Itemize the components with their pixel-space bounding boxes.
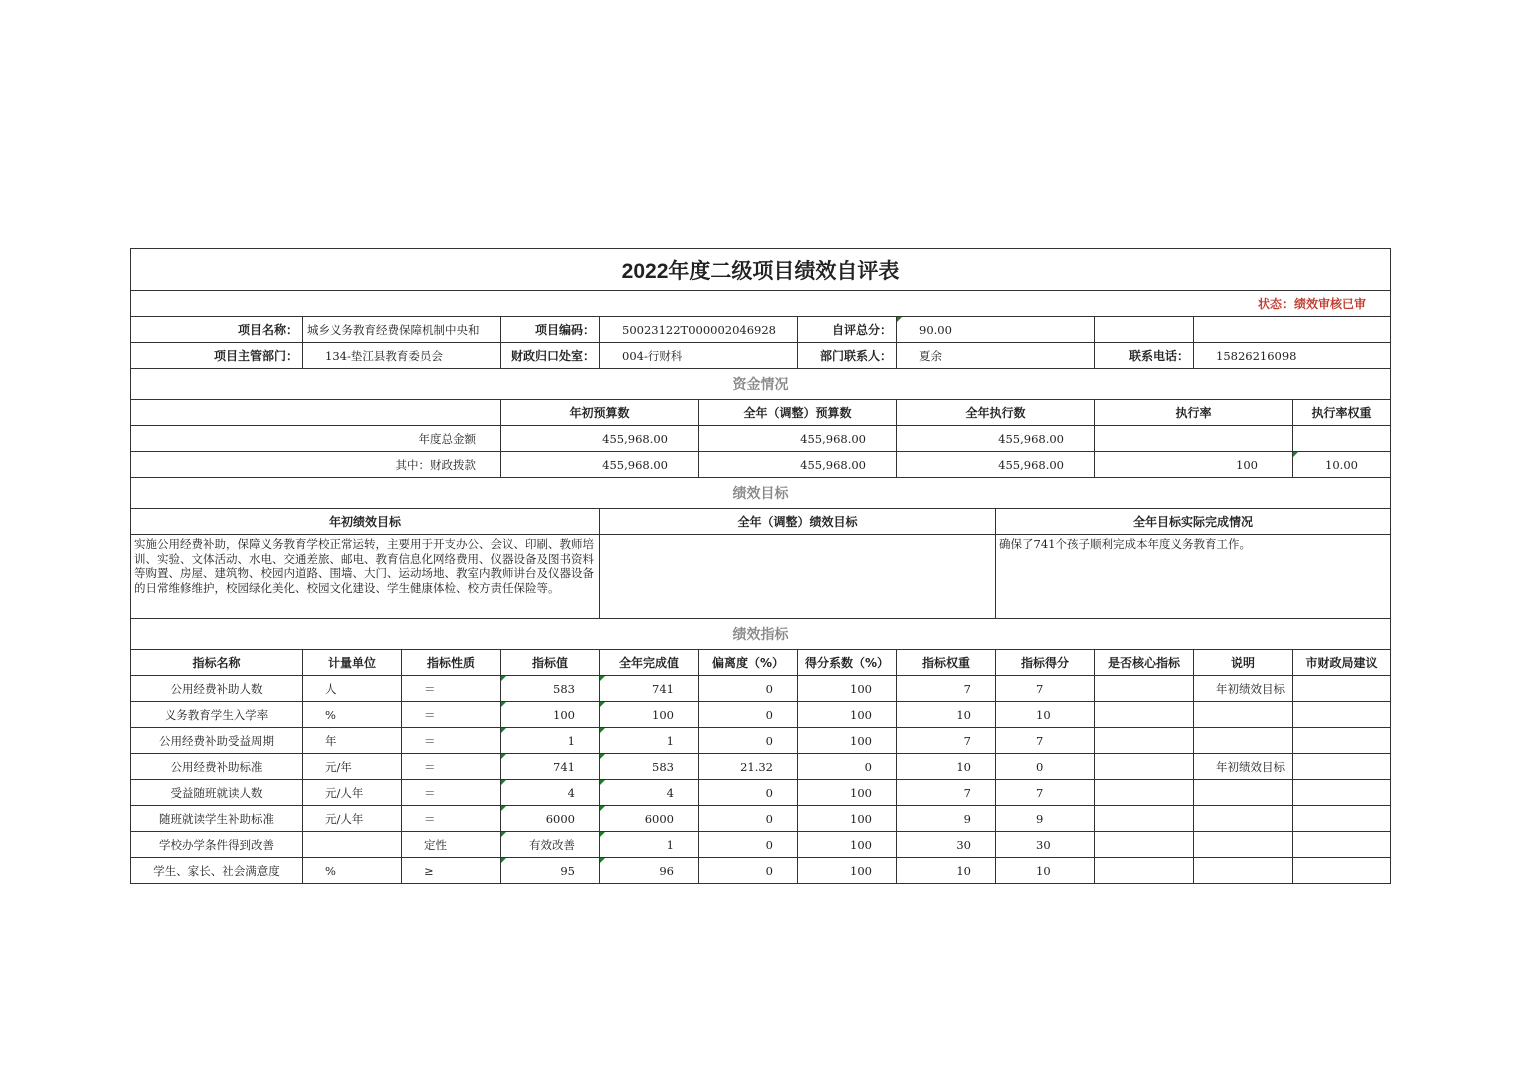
indicator-weight: 9 <box>897 806 996 832</box>
indicator-coefficient: 100 <box>798 806 897 832</box>
indicator-core <box>1095 702 1194 728</box>
indicator-nature: ＝ <box>402 780 501 806</box>
indicator-score: 10 <box>996 702 1095 728</box>
indicator-unit: 年 <box>303 728 402 754</box>
indicator-target: 有效改善 <box>501 832 600 858</box>
indicator-done: 583 <box>600 754 699 780</box>
indicator-score: 7 <box>996 676 1095 702</box>
indicator-deviation: 0 <box>699 676 798 702</box>
indicator-note <box>1194 780 1293 806</box>
indicator-weight: 7 <box>897 728 996 754</box>
indicator-header: 全年完成值 <box>600 650 699 676</box>
funds-weight: 10.00 <box>1293 452 1391 478</box>
indicator-name: 公用经费补助人数 <box>131 676 303 702</box>
indicator-header: 指标名称 <box>131 650 303 676</box>
dept-value: 134-垫江县教育委员会 <box>303 343 501 369</box>
table-row <box>131 754 1391 780</box>
indicator-unit: % <box>303 858 402 884</box>
indicator-done: 100 <box>600 702 699 728</box>
indicator-name: 公用经费补助标准 <box>131 754 303 780</box>
indicator-done: 6000 <box>600 806 699 832</box>
indicator-coefficient: 100 <box>798 676 897 702</box>
indicator-name: 公用经费补助受益周期 <box>131 728 303 754</box>
funds-executed: 455,968.00 <box>897 426 1095 452</box>
indicator-deviation: 0 <box>699 832 798 858</box>
table-row <box>131 806 1391 832</box>
indicator-advice <box>1293 676 1391 702</box>
indicator-header: 是否核心指标 <box>1095 650 1194 676</box>
indicator-deviation: 0 <box>699 780 798 806</box>
indicator-nature: ＝ <box>402 754 501 780</box>
indicator-name: 义务教育学生入学率 <box>131 702 303 728</box>
indicator-nature: 定性 <box>402 832 501 858</box>
table-row <box>131 702 1391 728</box>
funds-adjusted: 455,968.00 <box>699 426 897 452</box>
funds-rate: 100 <box>1095 452 1293 478</box>
project-code-value: 50023122T000002046928 <box>600 317 798 343</box>
indicator-coefficient: 0 <box>798 754 897 780</box>
indicator-deviation: 0 <box>699 858 798 884</box>
indicator-target: 741 <box>501 754 600 780</box>
page-title: 2022年度二级项目绩效自评表 <box>131 249 1391 291</box>
project-name-value: 城乡义务教育经费保障机制中央和 <box>303 317 501 343</box>
project-name-label: 项目名称： <box>131 317 303 343</box>
empty-cell <box>1095 317 1194 343</box>
funds-adjusted: 455,968.00 <box>699 452 897 478</box>
indicator-header: 计量单位 <box>303 650 402 676</box>
funds-header: 年初预算数 <box>501 400 699 426</box>
indicator-nature: ＝ <box>402 676 501 702</box>
indicator-done: 1 <box>600 832 699 858</box>
evaluation-table <box>130 248 1391 884</box>
phone-label: 联系电话： <box>1095 343 1194 369</box>
funds-header: 全年（调整）预算数 <box>699 400 897 426</box>
indicator-target: 100 <box>501 702 600 728</box>
table-row <box>131 832 1391 858</box>
table-row <box>131 676 1391 702</box>
indicator-deviation: 0 <box>699 806 798 832</box>
empty-cell <box>131 400 501 426</box>
indicator-core <box>1095 676 1194 702</box>
goals-section-title: 绩效目标 <box>131 478 1391 509</box>
funds-weight <box>1293 426 1391 452</box>
indicator-nature: ＝ <box>402 702 501 728</box>
funds-initial: 455,968.00 <box>501 452 699 478</box>
indicator-unit: 元/人年 <box>303 806 402 832</box>
indicator-header: 偏离度（%） <box>699 650 798 676</box>
indicator-advice <box>1293 858 1391 884</box>
indicator-header: 指标得分 <box>996 650 1095 676</box>
table-row <box>131 452 1391 478</box>
indicator-note <box>1194 832 1293 858</box>
indicator-advice <box>1293 780 1391 806</box>
funds-row-label: 其中：财政拨款 <box>131 452 501 478</box>
indicator-nature: ≥ <box>402 858 501 884</box>
indicator-header: 指标值 <box>501 650 600 676</box>
office-label: 财政归口处室： <box>501 343 600 369</box>
indicator-target: 95 <box>501 858 600 884</box>
indicator-target: 4 <box>501 780 600 806</box>
indicator-note <box>1194 702 1293 728</box>
indicator-score: 7 <box>996 728 1095 754</box>
funds-rate <box>1095 426 1293 452</box>
goals-header-initial: 年初绩效目标 <box>131 509 600 535</box>
indicator-unit <box>303 832 402 858</box>
table-row <box>131 858 1391 884</box>
indicator-weight: 7 <box>897 676 996 702</box>
office-value: 004-行财科 <box>600 343 798 369</box>
score-label: 自评总分： <box>798 317 897 343</box>
indicator-note <box>1194 728 1293 754</box>
contact-value: 夏余 <box>897 343 1095 369</box>
table-row <box>131 426 1391 452</box>
indicator-unit: 元/年 <box>303 754 402 780</box>
indicator-score: 7 <box>996 780 1095 806</box>
indicator-core <box>1095 780 1194 806</box>
indicator-unit: % <box>303 702 402 728</box>
funds-header: 执行率 <box>1095 400 1293 426</box>
indicator-header: 指标权重 <box>897 650 996 676</box>
indicator-weight: 10 <box>897 858 996 884</box>
indicator-weight: 30 <box>897 832 996 858</box>
indicator-advice <box>1293 806 1391 832</box>
goals-initial-text: 实施公用经费补助，保障义务教育学校正常运转，主要用于开支办公、会议、印刷、教师培训、实验、文体活动、水电、交通差旅、邮电、教育信息化网络费用、仪器设备及图书资料等购置、房屋、建筑物、校园内道路、围墙、大门、运动场地、教室内教师讲台及仪器设备的日常维修维护，校园绿化美化、校园文化建设、学生健康体检、校方责任保险等。 <box>131 535 600 619</box>
indicator-done: 4 <box>600 780 699 806</box>
indicator-note: 年初绩效目标 <box>1194 676 1293 702</box>
indicator-name: 随班就读学生补助标准 <box>131 806 303 832</box>
empty-cell <box>1194 317 1391 343</box>
indicator-name: 学生、家长、社会满意度 <box>131 858 303 884</box>
indicator-header: 市财政局建议 <box>1293 650 1391 676</box>
indicator-header: 指标性质 <box>402 650 501 676</box>
indicator-header: 说明 <box>1194 650 1293 676</box>
indicator-deviation: 0 <box>699 702 798 728</box>
indicator-weight: 10 <box>897 754 996 780</box>
goals-adjusted-text <box>600 535 996 619</box>
indicator-core <box>1095 832 1194 858</box>
indicator-note <box>1194 806 1293 832</box>
indicator-core <box>1095 806 1194 832</box>
indicator-header: 得分系数（%） <box>798 650 897 676</box>
funds-section-title: 资金情况 <box>131 369 1391 400</box>
indicator-deviation: 0 <box>699 728 798 754</box>
goals-actual-text: 确保了741个孩子顺利完成本年度义务教育工作。 <box>996 535 1391 619</box>
funds-executed: 455,968.00 <box>897 452 1095 478</box>
indicator-coefficient: 100 <box>798 832 897 858</box>
indicator-core <box>1095 728 1194 754</box>
project-code-label: 项目编码： <box>501 317 600 343</box>
indicator-weight: 7 <box>897 780 996 806</box>
goals-header-actual: 全年目标实际完成情况 <box>996 509 1391 535</box>
indicator-score: 9 <box>996 806 1095 832</box>
indicator-advice <box>1293 702 1391 728</box>
indicator-advice <box>1293 754 1391 780</box>
indicator-score: 0 <box>996 754 1095 780</box>
indicator-score: 30 <box>996 832 1095 858</box>
indicator-target: 6000 <box>501 806 600 832</box>
indicators-section-title: 绩效指标 <box>131 619 1391 650</box>
indicator-coefficient: 100 <box>798 858 897 884</box>
indicator-nature: ＝ <box>402 728 501 754</box>
indicator-coefficient: 100 <box>798 702 897 728</box>
indicator-name: 受益随班就读人数 <box>131 780 303 806</box>
table-row <box>131 728 1391 754</box>
indicator-unit: 元/人年 <box>303 780 402 806</box>
indicator-name: 学校办学条件得到改善 <box>131 832 303 858</box>
indicator-nature: ＝ <box>402 806 501 832</box>
contact-label: 部门联系人： <box>798 343 897 369</box>
indicator-done: 1 <box>600 728 699 754</box>
indicator-deviation: 21.32 <box>699 754 798 780</box>
indicator-note <box>1194 858 1293 884</box>
table-row <box>131 780 1391 806</box>
evaluation-sheet <box>130 248 1390 884</box>
indicator-advice <box>1293 728 1391 754</box>
indicator-weight: 10 <box>897 702 996 728</box>
indicator-done: 96 <box>600 858 699 884</box>
indicators-body <box>131 676 1391 884</box>
funds-row-label: 年度总金额 <box>131 426 501 452</box>
indicator-coefficient: 100 <box>798 780 897 806</box>
goals-header-adjusted: 全年（调整）绩效目标 <box>600 509 996 535</box>
indicator-target: 583 <box>501 676 600 702</box>
dept-label: 项目主管部门： <box>131 343 303 369</box>
indicator-core <box>1095 754 1194 780</box>
indicator-target: 1 <box>501 728 600 754</box>
indicator-score: 10 <box>996 858 1095 884</box>
funds-header: 执行率权重 <box>1293 400 1391 426</box>
funds-initial: 455,968.00 <box>501 426 699 452</box>
score-value: 90.00 <box>897 317 1095 343</box>
indicator-coefficient: 100 <box>798 728 897 754</box>
phone-value: 15826216098 <box>1194 343 1391 369</box>
indicator-advice <box>1293 832 1391 858</box>
indicators-header-row <box>131 650 1391 676</box>
indicator-unit: 人 <box>303 676 402 702</box>
indicator-done: 741 <box>600 676 699 702</box>
funds-header: 全年执行数 <box>897 400 1095 426</box>
indicator-core <box>1095 858 1194 884</box>
status-badge: 状态：绩效审核已审 <box>131 291 1391 317</box>
indicator-note: 年初绩效目标 <box>1194 754 1293 780</box>
